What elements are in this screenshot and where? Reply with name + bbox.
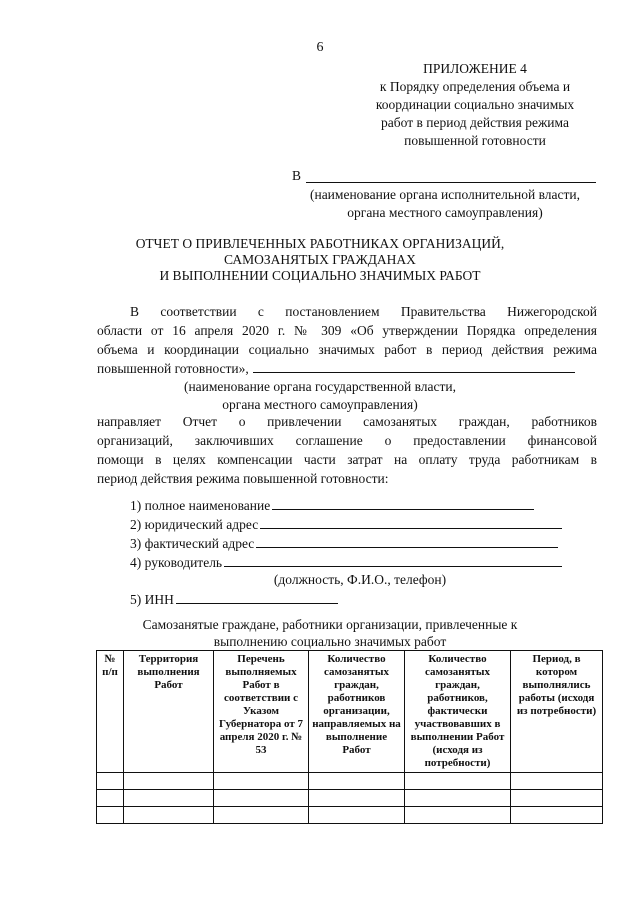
field-blank-line	[272, 496, 534, 510]
intro-line: повышенной готовности»,	[97, 361, 249, 376]
field-legal-address	[130, 515, 562, 534]
caption-line: Самозанятые граждане, работники организации, привлеченные к	[142, 617, 518, 632]
authority-note	[0, 378, 640, 414]
addressee-note-line: органа местного самоуправления)	[347, 205, 543, 220]
table-cell[interactable]	[405, 807, 511, 824]
table-cell[interactable]	[405, 773, 511, 790]
field-actual-address	[130, 534, 558, 553]
addressee-prefix: В	[292, 168, 302, 183]
addressee-blank-line	[306, 182, 596, 183]
table-cell[interactable]	[97, 807, 124, 824]
field-blank-line	[260, 515, 562, 529]
addressee-note-line: (наименование органа исполнительной власти,	[309, 187, 581, 202]
table-cell[interactable]	[214, 790, 309, 807]
table-cell[interactable]	[309, 790, 405, 807]
table-caption	[120, 616, 540, 650]
field-label: 2) юридический адрес	[130, 517, 259, 532]
page-number: 6	[316, 40, 324, 55]
field-label: 4) руководитель	[130, 555, 223, 570]
table-cell[interactable]	[124, 790, 214, 807]
table-cell[interactable]	[309, 807, 405, 824]
appendix-line: координации социально значимых	[375, 97, 575, 112]
field-label: 1) полное наименование	[130, 498, 271, 513]
header-works-list: Перечень выполняемых Работ в соответствии с Указом Губернатора от 7 апреля 2020 г. № 53	[214, 651, 309, 773]
table-cell[interactable]	[214, 807, 309, 824]
header-number: № п/п	[97, 651, 124, 773]
director-note: (должность, Ф.И.О., телефон)	[273, 572, 447, 587]
header-period: Период, в котором выполнялись работы (исходя из потребности)	[511, 651, 603, 773]
table-row	[97, 790, 603, 807]
intro-paragraph	[97, 302, 597, 378]
intro-last-line	[97, 359, 597, 378]
field-label: 5) ИНН	[130, 592, 174, 607]
continuation-line: направляет Отчет о привлечении самозанятых граждан, работников	[97, 414, 597, 429]
appendix-line: работ в период действия режима	[381, 115, 569, 130]
appendix-line: повышенной готовности	[404, 133, 546, 148]
report-table	[96, 650, 603, 824]
authority-note-line: (наименование органа государственной власти,	[183, 379, 457, 394]
continuation-line: период действия режима повышенной готовности:	[97, 471, 389, 486]
field-blank-line	[224, 553, 562, 567]
table-cell[interactable]	[124, 773, 214, 790]
table-cell[interactable]	[214, 773, 309, 790]
field-blank-line	[256, 534, 558, 548]
header-actual-count: Количество самозанятых граждан, работников, фактически участвовавших в выполнении Работ (исходя из потребности)	[405, 651, 511, 773]
table-header-row	[97, 651, 603, 773]
report-title	[90, 236, 550, 284]
table-cell[interactable]	[309, 773, 405, 790]
table-cell[interactable]	[405, 790, 511, 807]
title-line: САМОЗАНЯТЫХ ГРАЖДАНАХ	[224, 252, 416, 267]
intro-line: В соответствии с постановлением Правительства Нижегородской	[130, 304, 597, 319]
continuation-line: помощи в целях компенсации части затрат на оплату труда работникам в	[97, 452, 597, 467]
title-line: ОТЧЕТ О ПРИВЛЕЧЕННЫХ РАБОТНИКАХ ОРГАНИЗАЦИЙ,	[135, 236, 505, 251]
header-planned-count: Количество самозанятых граждан, работников организации, направляемых на выполнение Работ	[309, 651, 405, 773]
table-cell[interactable]	[97, 773, 124, 790]
authority-blank-line	[253, 359, 575, 373]
field-blank-line	[176, 590, 338, 604]
table-cell[interactable]	[511, 807, 603, 824]
table-row	[97, 773, 603, 790]
table-cell[interactable]	[124, 807, 214, 824]
appendix-line: к Порядку определения объема и	[379, 79, 571, 94]
authority-note-line: органа местного самоуправления)	[222, 397, 418, 412]
caption-line: выполнению социально значимых работ	[213, 634, 447, 649]
table-cell[interactable]	[511, 790, 603, 807]
field-full-name	[130, 496, 534, 515]
table-row	[97, 807, 603, 824]
appendix-line: ПРИЛОЖЕНИЕ 4	[423, 61, 527, 76]
field-director	[130, 553, 562, 572]
title-line: И ВЫПОЛНЕНИИ СОЦИАЛЬНО ЗНАЧИМЫХ РАБОТ	[159, 268, 481, 283]
continuation-paragraph	[97, 412, 597, 488]
table-cell[interactable]	[511, 773, 603, 790]
addressee-note	[285, 186, 605, 222]
table-cell[interactable]	[97, 790, 124, 807]
field-inn	[130, 590, 338, 609]
header-territory: Территория выполнения Работ	[124, 651, 214, 773]
intro-line: области от 16 апреля 2020 г. № 309 «Об утверждении Порядка определения	[97, 323, 597, 338]
appendix-header	[330, 60, 620, 150]
intro-line: объема и координации социально значимых работ в период действия режима	[97, 342, 597, 357]
continuation-line: организаций, заключивших соглашение о предоставлении финансовой	[97, 433, 597, 448]
field-label: 3) фактический адрес	[130, 536, 255, 551]
